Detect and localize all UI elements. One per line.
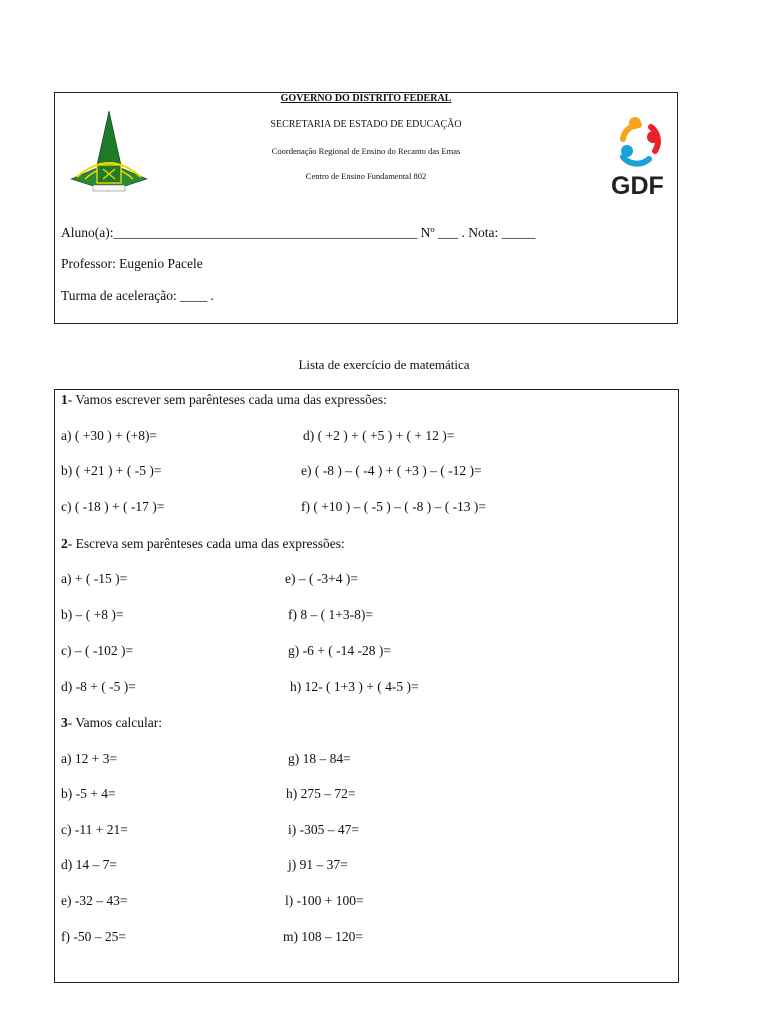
school-name: Centro de Ensino Fundamental 802 — [305, 171, 427, 181]
q3-item: j) 91 – 37= — [288, 857, 348, 872]
q3-item: a) 12 + 3= — [61, 751, 118, 766]
q2-item: a) + ( -15 )= — [61, 571, 128, 586]
question-3-title: - Vamos calcular: — [67, 715, 162, 730]
question-2-title: - Escreva sem parênteses cada uma das expressões: — [67, 536, 345, 551]
q1-item: c) ( -18 ) + ( -17 )= — [61, 499, 165, 514]
gdf-logo — [611, 113, 669, 200]
regional-coordination: Coordenação Regional de Ensino do Recanto das Emas — [271, 146, 461, 156]
question-1-title: - Vamos escrever sem parênteses cada uma das expressões: — [67, 392, 387, 407]
q2-item: c) – ( -102 )= — [61, 643, 134, 658]
q1-item: e) ( -8 ) – ( -4 ) + ( +3 ) – ( -12 )= — [301, 463, 482, 478]
secretariat-title: SECRETARIA DE ESTADO DE EDUCAÇÃO — [270, 119, 462, 130]
gdf-people-icon — [611, 113, 669, 171]
q1-item: d) ( +2 ) + ( +5 ) + ( + 12 )= — [303, 428, 455, 443]
turma-field[interactable]: Turma de aceleração: ____ . — [61, 288, 214, 303]
q2-item: d) -8 + ( -5 )= — [61, 679, 136, 694]
q3-item: h) 275 – 72= — [286, 786, 356, 801]
q2-item: f) 8 – ( 1+3-8)= — [288, 607, 373, 622]
q1-item: f) ( +10 ) – ( -5 ) – ( -8 ) – ( -13 )= — [301, 499, 487, 514]
question-1-number: 1 — [61, 392, 68, 407]
distrito-federal-emblem-icon — [69, 109, 149, 201]
gdf-logo-text: GDF — [611, 172, 664, 200]
q3-item: b) -5 + 4= — [61, 786, 116, 801]
q2-item: h) 12- ( 1+3 ) + ( 4-5 )= — [290, 679, 419, 694]
q2-item: e) – ( -3+4 )= — [285, 571, 358, 586]
q3-item: m) 108 – 120= — [283, 929, 363, 944]
q1-item: b) ( +21 ) + ( -5 )= — [61, 463, 162, 478]
q1-item: a) ( +30 ) + (+8)= — [61, 428, 158, 443]
q3-item: i) -305 – 47= — [288, 822, 359, 837]
q3-item: l) -100 + 100= — [285, 893, 364, 908]
q3-item: c) -11 + 21= — [61, 822, 128, 837]
question-3-number: 3 — [61, 715, 68, 730]
q3-item: d) 14 – 7= — [61, 857, 117, 872]
q3-item: e) -32 – 43= — [61, 893, 128, 908]
question-1-heading — [61, 392, 387, 408]
exercise-list-title: Lista de exercício de matemática — [298, 357, 470, 372]
question-2-number: 2 — [61, 536, 68, 551]
q2-item: b) – ( +8 )= — [61, 607, 124, 622]
professor-line: Professor: Eugenio Pacele — [61, 256, 203, 271]
q2-item: g) -6 + ( -14 -28 )= — [288, 643, 391, 658]
student-field[interactable]: Aluno(a):_____________________________________________ Nº ___ . Nota: _____ — [61, 225, 536, 240]
question-2-heading — [61, 536, 345, 552]
q3-item: g) 18 – 84= — [288, 751, 351, 766]
question-3-heading — [61, 715, 162, 731]
q3-item: f) -50 – 25= — [61, 929, 126, 944]
exercise-box — [54, 389, 679, 983]
school-header-box — [54, 92, 678, 324]
government-title: GOVERNO DO DISTRITO FEDERAL — [280, 93, 452, 104]
